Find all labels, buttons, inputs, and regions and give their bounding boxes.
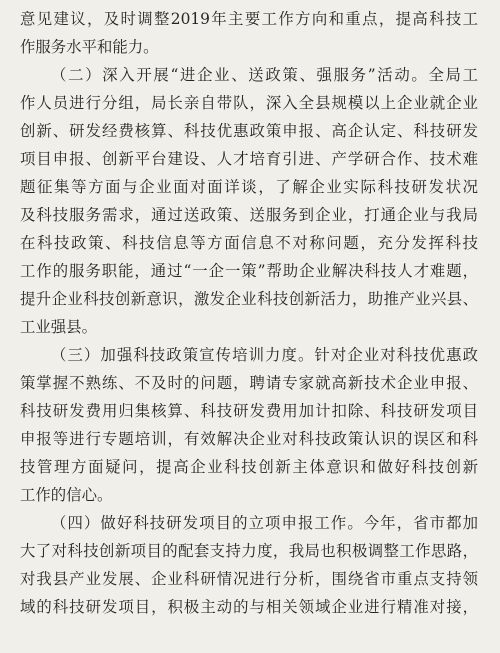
- text-line: 及科技服务需求，通过送政策、送服务到企业，打通企业与我局: [20, 206, 478, 224]
- paragraph: [20, 61, 478, 341]
- text-line: 题征集等方面与企业面对面详谈，了解企业实际科技研发状况: [20, 178, 478, 196]
- text-line: 工作的服务职能，通过“一企一策”帮助企业解决科技人才难题，: [20, 262, 478, 280]
- text-line: 工作的信心。: [20, 486, 113, 504]
- text-line: 科技研发费用归集核算、科技研发费用加计扣除、科技研发项目: [20, 402, 478, 420]
- text-line: 在科技政策、科技信息等方面信息不对称问题，充分发挥科技: [20, 234, 478, 252]
- section-heading-line: （二）深入开展“进企业、送政策、强服务”活动。全局工: [51, 66, 478, 84]
- text-line: 意见建议，及时调整2019年主要工作方向和重点，提高科技工: [20, 10, 478, 28]
- text-line: 大了对科技创新项目的配套支持力度，我局也积极调整工作思路，: [20, 542, 478, 560]
- text-line: 提升企业科技创新意识，激发企业科技创新活力，助推产业兴县、: [20, 290, 478, 308]
- text-line: 申报等进行专题培训，有效解决企业对科技政策认识的误区和科: [20, 430, 478, 448]
- text-line: 对我县产业发展、企业科研情况进行分析，围绕省市重点支持领: [20, 570, 478, 588]
- paragraph: [20, 5, 478, 61]
- text-line: 技管理方面疑问，提高企业科技创新主体意识和做好科技创新: [20, 458, 478, 476]
- paragraph: [20, 509, 478, 621]
- section-heading-line: （四）做好科技研发项目的立项申报工作。今年，省市都加: [51, 514, 478, 532]
- text-line: 工业强县。: [20, 318, 97, 336]
- section-heading-line: （三）加强科技政策宣传培训力度。针对企业对科技优惠政: [51, 346, 478, 364]
- text-line: 域的科技研发项目，积极主动的与相关领域企业进行精准对接，: [20, 598, 478, 616]
- text-line: 策掌握不熟练、不及时的问题，聘请专家就高新技术企业申报、: [20, 374, 478, 392]
- text-line: 作服务水平和能力。: [20, 38, 159, 56]
- paragraph: [20, 341, 478, 509]
- text-line: 项目申报、创新平台建设、人才培育引进、产学研合作、技术难: [20, 150, 478, 168]
- text-line: 创新、研发经费核算、科技优惠政策申报、高企认定、科技研发: [20, 122, 478, 140]
- text-line: 作人员进行分组，局长亲自带队，深入全县规模以上企业就企业: [20, 94, 478, 112]
